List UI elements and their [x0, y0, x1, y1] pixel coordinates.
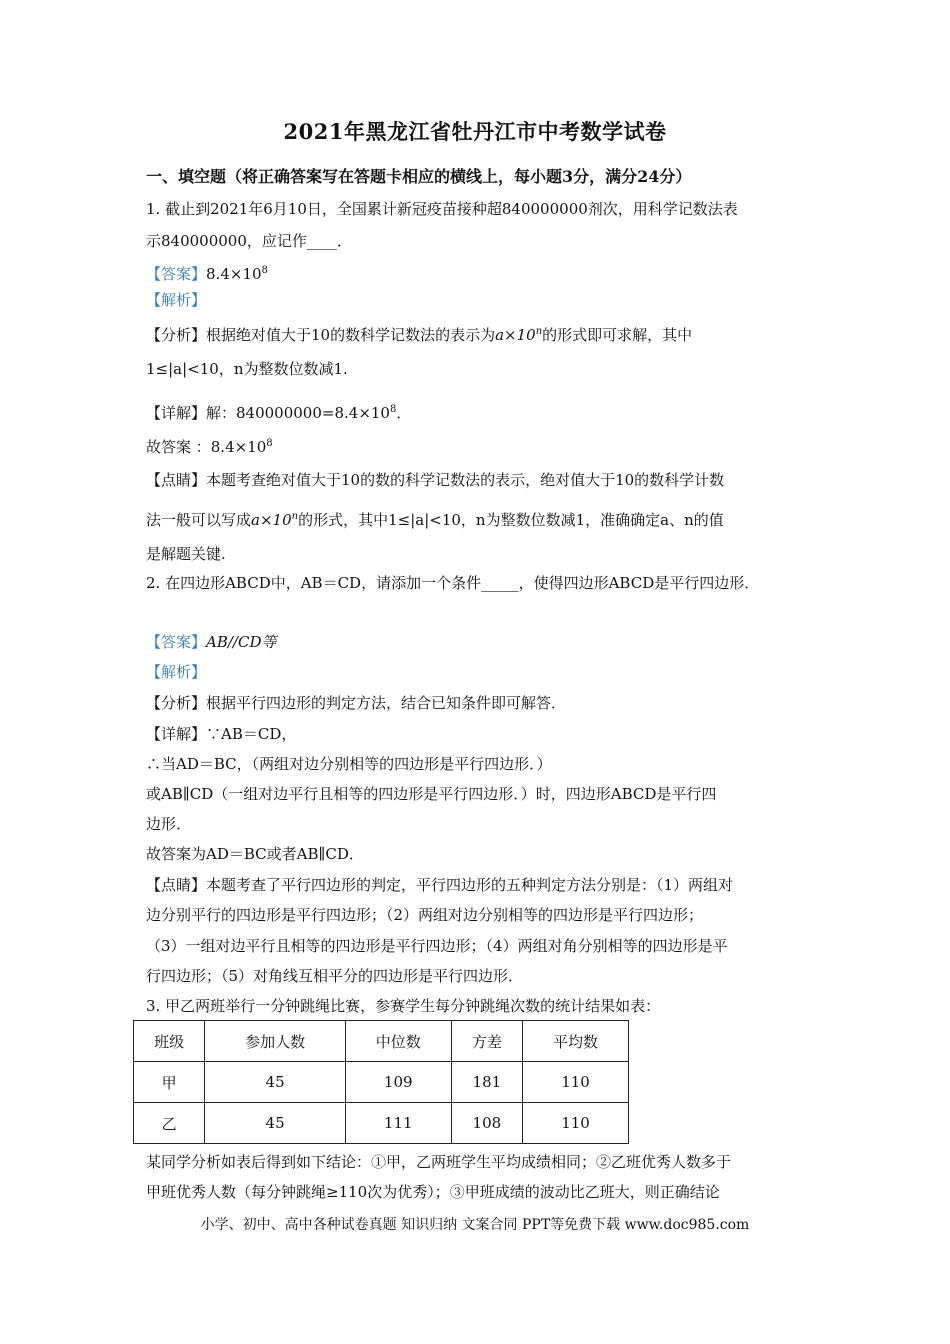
table-row: [134, 1103, 629, 1144]
table-row: [134, 1062, 629, 1103]
table-cell: 45: [205, 1103, 345, 1144]
q2-dianjing-line1: 【点睛】本题考查了平行四边形的判定，平行四边形的五种判定方法分别是：（1）两组对: [146, 876, 734, 894]
q1-stem-line2: 示840000000，应记作____．: [146, 232, 352, 250]
q1-final-answer: [146, 434, 273, 457]
q3-stem: 3. 甲乙两班举行一分钟跳绳比赛，参赛学生每分钟跳绳次数的统计结果如表：: [146, 997, 661, 1015]
q2-analysis-tag: 【解析】: [146, 663, 207, 681]
q2-answer: [146, 632, 276, 652]
table-cell: 乙: [134, 1103, 205, 1144]
answer-value: 8.4×10: [206, 265, 262, 283]
table-cell: 109: [345, 1062, 451, 1103]
table-header-row: [134, 1021, 629, 1062]
q2-detail: 【详解】∵AB＝CD，: [146, 725, 297, 743]
table-header-cell: 班级: [134, 1021, 205, 1062]
q1-dianjing-line2: [146, 507, 724, 530]
page-title: 2021年黑龙江省牡丹江市中考数学试卷: [283, 119, 667, 144]
table-cell: 181: [451, 1062, 522, 1103]
q1-detail: [146, 400, 411, 423]
q1-dianjing-line3: 是解题关键.: [146, 545, 226, 563]
q2-line-case2: 或AB∥CD（一组对边平行且相等的四边形是平行四边形．）时，四边形ABCD是平行四: [146, 785, 717, 803]
formula-exponent: n: [535, 326, 543, 337]
q2-line-case2-end: 边形．: [146, 815, 192, 833]
formula-exponent: n: [291, 511, 299, 522]
detail-text: 【详解】解：840000000=8.4×10: [146, 404, 390, 422]
condition-tail: ，n为整数位数减1.: [218, 360, 348, 378]
answer-value: AB//CD等: [206, 633, 277, 651]
q3-after-line1: 某同学分析如表后得到如下结论：①甲，乙两班学生平均成绩相同；②乙班优秀人数多于: [146, 1153, 732, 1171]
q1-analysis-tag: 【解析】: [146, 291, 207, 309]
final-answer-text: 故答案 ：8.4×10: [146, 438, 267, 456]
table-cell: 110: [523, 1062, 629, 1103]
table-cell: 111: [345, 1103, 451, 1144]
table-cell: 108: [451, 1103, 522, 1144]
q2-final-answer: 故答案为AD＝BC或者AB∥CD．: [146, 845, 364, 863]
q1-fenxi: [146, 322, 692, 345]
table-cell: 甲: [134, 1062, 205, 1103]
stats-table: [133, 1020, 629, 1144]
q2-dianjing-line3: （3）一组对边平行且相等的四边形是平行四边形；（4）两组对角分别相等的四边形是平: [146, 937, 728, 955]
q1-dianjing-line1: 【点睛】本题考查绝对值大于10的数的科学记数法的表示，绝对值大于10的数科学计数: [146, 471, 725, 489]
q3-after-line2: 甲班优秀人数（每分钟跳绳≥110次为优秀）；③甲班成绩的波动比乙班大，则正确结论: [146, 1183, 720, 1201]
q2-fenxi: 【分析】根据平行四边形的判定方法，结合已知条件即可解答．: [146, 694, 567, 712]
q2-dianjing-line2: 边分别平行的四边形是平行四边形；（2）两组对边分别相等的四边形是平行四边形；: [146, 906, 704, 924]
fenxi-text-end: 的形式即可求解，其中: [542, 326, 693, 344]
q1-answer: [146, 261, 268, 284]
dianjing-end: ，n为整数位数减1，准确确定a、n的值: [460, 511, 724, 529]
fenxi-text: 【分析】根据绝对值大于10的数科学记数法的表示为: [146, 326, 496, 344]
q1-stem-line1: 1. 截止到2021年6月10日，全国累计新冠疫苗接种超840000000剂次，用科学记数法表: [146, 200, 738, 218]
condition-formula: 1≤|a|<10: [146, 360, 219, 378]
table-cell: 45: [205, 1062, 345, 1103]
q1-condition: [146, 359, 348, 379]
detail-end: ．: [396, 404, 412, 422]
final-answer-exponent: 8: [266, 438, 273, 449]
table-cell: 110: [523, 1103, 629, 1144]
page-footer: 小学、初中、高中各种试卷真题 知识归纳 文案合同 PPT等免费下载 www.doc985.com: [200, 1217, 750, 1233]
dianjing-mid: 的形式，其中: [298, 511, 389, 529]
table-header-cell: 参加人数: [205, 1021, 345, 1062]
table-header-cell: 中位数: [345, 1021, 451, 1062]
dianjing-condition: 1≤|a|<10: [388, 511, 461, 529]
answer-tag: 【答案】: [146, 633, 207, 651]
answer-exponent: 8: [261, 265, 268, 276]
formula: a×10: [495, 326, 536, 344]
dianjing-text: 法一般可以写成: [146, 511, 252, 529]
section-heading: 一、填空题（将正确答案写在答题卡相应的横线上，每小题3分，满分24分）: [146, 167, 692, 186]
table-header-cell: 平均数: [523, 1021, 629, 1062]
formula: a×10: [251, 511, 292, 529]
detail-exponent: 8: [389, 404, 397, 415]
q2-dianjing-line4: 行四边形；（5）对角线互相平分的四边形是平行四边形．: [146, 967, 524, 985]
q2-line-case1: ∴当AD＝BC，（两组对边分别相等的四边形是平行四边形．）: [146, 755, 552, 773]
q2-stem: 2. 在四边形ABCD中，AB＝CD，请添加一个条件_____，使得四边形ABCD是平行四边形．: [146, 574, 760, 592]
answer-tag: 【答案】: [146, 265, 207, 283]
table-header-cell: 方差: [451, 1021, 522, 1062]
